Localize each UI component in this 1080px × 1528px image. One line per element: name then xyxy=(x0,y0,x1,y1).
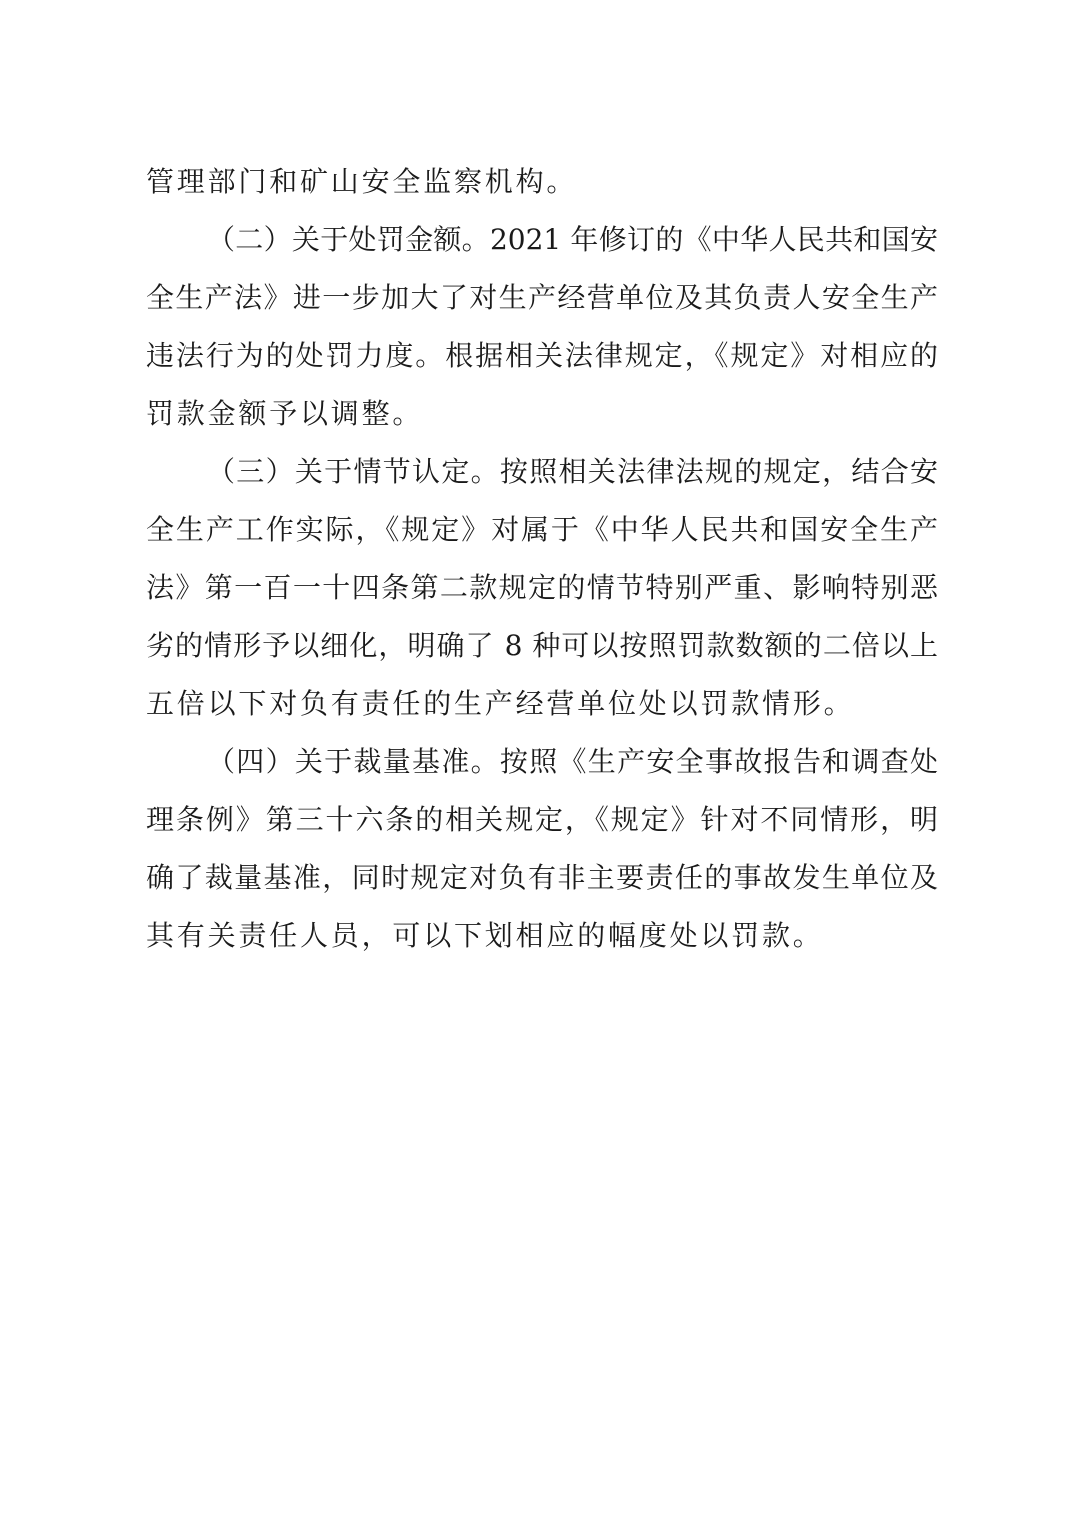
paragraph-line: 确了裁量基准，同时规定对负有非主要责任的事故发生单位及 xyxy=(146,861,938,894)
paragraph-line: （四）关于裁量基准。按照《生产安全事故报告和调查处 xyxy=(207,745,938,778)
paragraph-line: 五倍以下对负有责任的生产经营单位处以罚款情形。 xyxy=(146,687,855,720)
paragraph-line: （二）关于处罚金额。2021 年修订的《中华人民共和国安 xyxy=(207,223,938,256)
paragraph-line: （三）关于情节认定。按照相关法律法规的规定，结合安 xyxy=(207,455,938,488)
paragraph-line: 罚款金额予以调整。 xyxy=(146,397,424,430)
paragraph-line: 理条例》第三十六条的相关规定，《规定》针对不同情形，明 xyxy=(146,803,938,836)
paragraph-line: 全生产工作实际，《规定》对属于《中华人民共和国安全生产 xyxy=(146,513,938,546)
document-body xyxy=(146,153,938,965)
paragraph-line: 法》第一百一十四条第二款规定的情节特别严重、影响特别恶 xyxy=(146,571,938,604)
paragraph-line: 其有关责任人员，可以下划相应的幅度处以罚款。 xyxy=(146,919,824,952)
paragraph-line: 劣的情形予以细化，明确了 8 种可以按照罚款数额的二倍以上 xyxy=(146,629,938,662)
paragraph-line: 管理部门和矿山安全监察机构。 xyxy=(146,165,578,198)
paragraph-line: 违法行为的处罚力度。根据相关法律规定，《规定》对相应的 xyxy=(146,339,938,372)
paragraph-line: 全生产法》进一步加大了对生产经营单位及其负责人安全生产 xyxy=(146,281,938,314)
